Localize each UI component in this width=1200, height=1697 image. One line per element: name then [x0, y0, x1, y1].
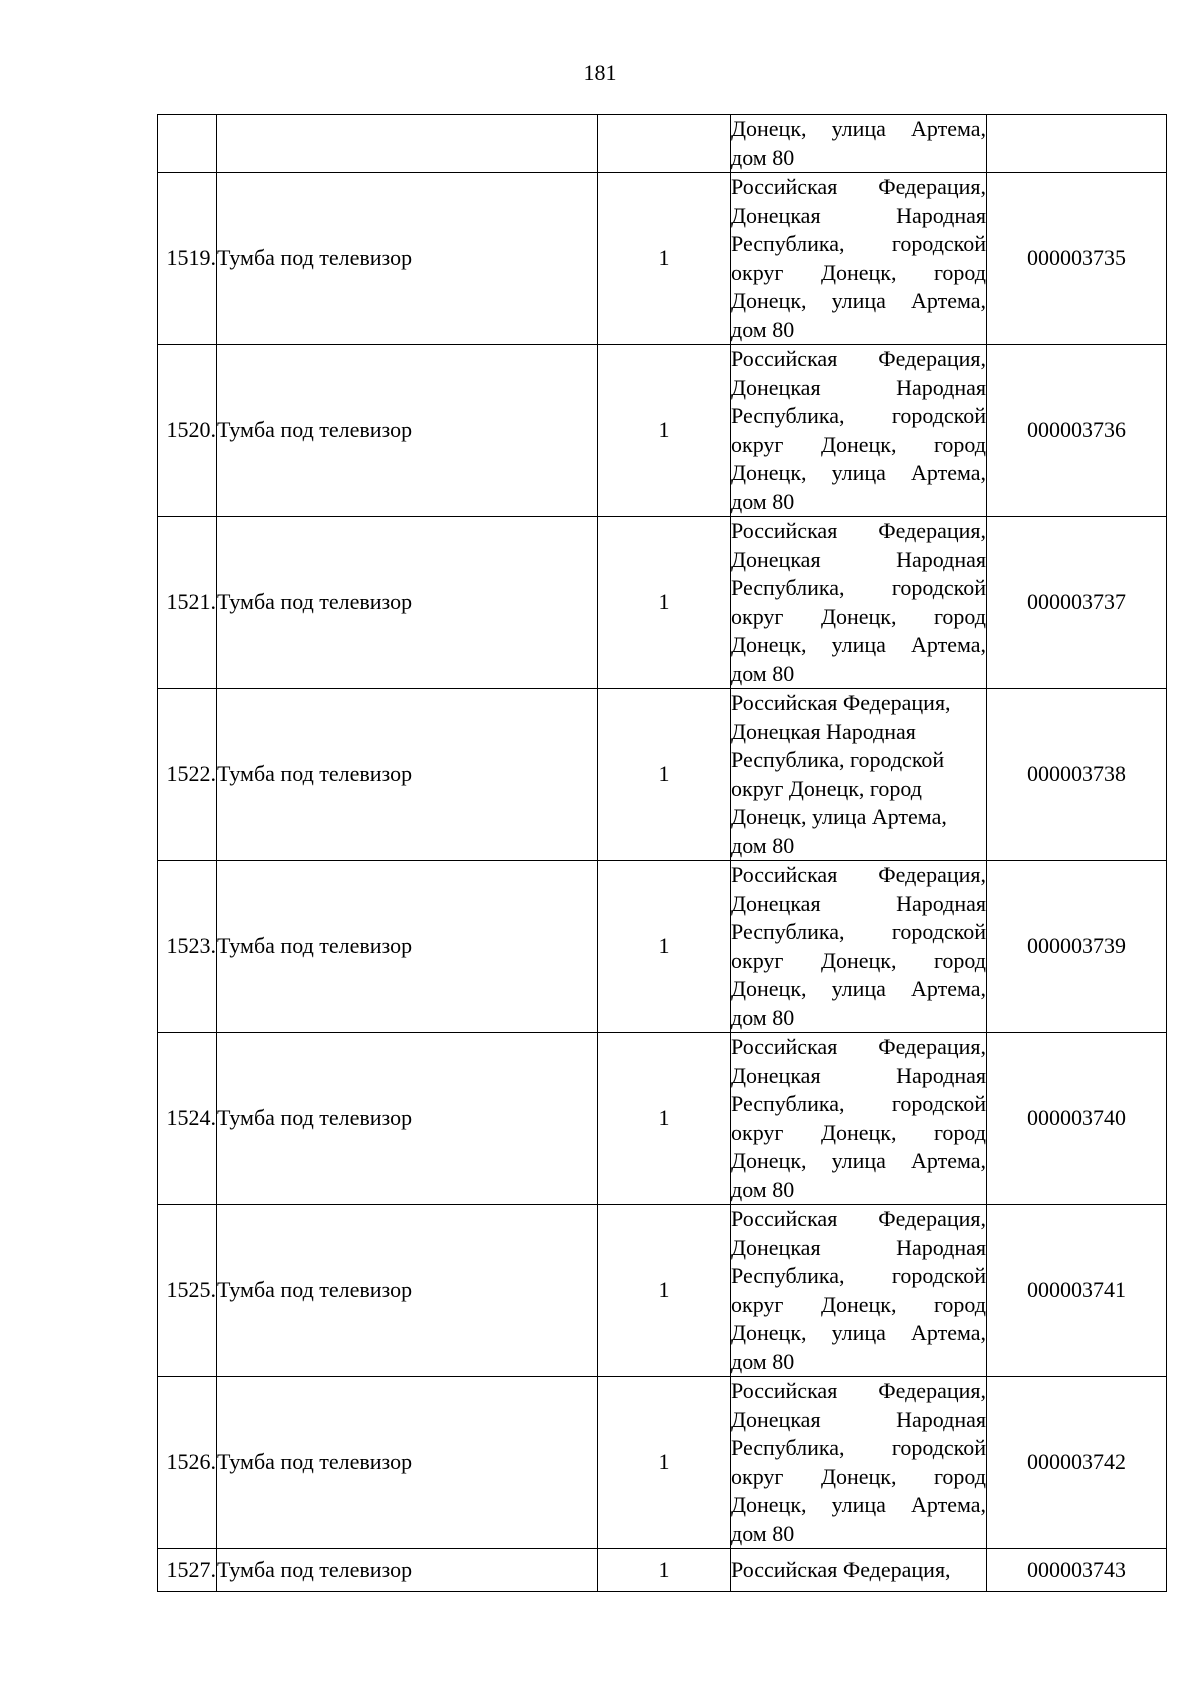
table-row — [158, 1205, 1167, 1377]
row-number-cell: 1521. — [158, 517, 217, 689]
item-name-cell: Тумба под телевизор — [217, 689, 598, 861]
address-cell: Российская Федерация, Донецкая Народная Республика, городской округ Донецк, город Донецк, улица Артема, дом 80 — [731, 1377, 987, 1549]
quantity-cell: 1 — [598, 689, 731, 861]
row-number-cell: 1522. — [158, 689, 217, 861]
item-name-cell: Тумба под телевизор — [217, 517, 598, 689]
inventory-number-cell: 000003742 — [987, 1377, 1167, 1549]
inventory-number-cell: 000003741 — [987, 1205, 1167, 1377]
inventory-number-cell: 000003739 — [987, 861, 1167, 1033]
page-number: 181 — [583, 60, 617, 85]
table-row — [158, 1377, 1167, 1549]
inventory-number-cell: 000003736 — [987, 345, 1167, 517]
quantity-cell: 1 — [598, 173, 731, 345]
inventory-number-cell: 000003743 — [987, 1549, 1167, 1592]
quantity-cell: 1 — [598, 345, 731, 517]
quantity-cell: 1 — [598, 517, 731, 689]
address-cell: Российская Федерация, Донецкая Народная Республика, городской округ Донецк, город Донецк, улица Артема, дом 80 — [731, 1033, 987, 1205]
quantity-cell: 1 — [598, 1549, 731, 1592]
quantity-cell: 1 — [598, 1377, 731, 1549]
item-name-cell: Тумба под телевизор — [217, 1377, 598, 1549]
quantity-cell: 1 — [598, 1205, 731, 1377]
item-name-cell: Тумба под телевизор — [217, 1033, 598, 1205]
quantity-cell — [598, 115, 731, 173]
inventory-number-cell: 000003738 — [987, 689, 1167, 861]
address-cell: Российская Федерация, Донецкая Народная Республика, городской округ Донецк, город Донецк, улица Артема, дом 80 — [731, 173, 987, 345]
table-row — [158, 345, 1167, 517]
address-cell: Российская Федерация, Донецкая Народная Республика, городской округ Донецк, город Донецк, улица Артема, дом 80 — [731, 517, 987, 689]
item-name-cell: Тумба под телевизор — [217, 861, 598, 1033]
inventory-number-cell — [987, 115, 1167, 173]
item-name-cell: Тумба под телевизор — [217, 1549, 598, 1592]
row-number-cell: 1525. — [158, 1205, 217, 1377]
address-cell: Российская Федерация, — [731, 1549, 987, 1592]
row-number-cell: 1519. — [158, 173, 217, 345]
inventory-number-cell: 000003740 — [987, 1033, 1167, 1205]
item-name-cell: Тумба под телевизор — [217, 345, 598, 517]
quantity-cell: 1 — [598, 861, 731, 1033]
address-cell: Российская Федерация, Донецкая Народная Республика, городской округ Донецк, город Донецк, улица Артема, дом 80 — [731, 1205, 987, 1377]
table-row — [158, 861, 1167, 1033]
item-name-cell: Тумба под телевизор — [217, 173, 598, 345]
item-name-cell: Тумба под телевизор — [217, 1205, 598, 1377]
address-cell: Российская Федерация, Донецкая Народная Республика, городской округ Донецк, город Донецк, улица Артема, дом 80 — [731, 689, 987, 861]
address-cell: Российская Федерация, Донецкая Народная Республика, городской округ Донецк, город Донецк, улица Артема, дом 80 — [731, 345, 987, 517]
row-number-cell: 1527. — [158, 1549, 217, 1592]
row-number-cell — [158, 115, 217, 173]
address-cell: Российская Федерация, Донецкая Народная Республика, городской округ Донецк, город Донецк, улица Артема, дом 80 — [731, 861, 987, 1033]
inventory-table — [157, 114, 1167, 1592]
inventory-number-cell: 000003737 — [987, 517, 1167, 689]
quantity-cell: 1 — [598, 1033, 731, 1205]
row-number-cell: 1524. — [158, 1033, 217, 1205]
row-number-cell: 1520. — [158, 345, 217, 517]
table-row-last — [158, 1549, 1167, 1592]
table-row-continuation — [158, 115, 1167, 173]
item-name-cell — [217, 115, 598, 173]
table-row — [158, 689, 1167, 861]
table-row — [158, 1033, 1167, 1205]
table-row — [158, 173, 1167, 345]
row-number-cell: 1526. — [158, 1377, 217, 1549]
row-number-cell: 1523. — [158, 861, 217, 1033]
inventory-number-cell: 000003735 — [987, 173, 1167, 345]
table-row — [158, 517, 1167, 689]
address-cell: Донецк, улица Артема, дом 80 — [731, 115, 987, 173]
